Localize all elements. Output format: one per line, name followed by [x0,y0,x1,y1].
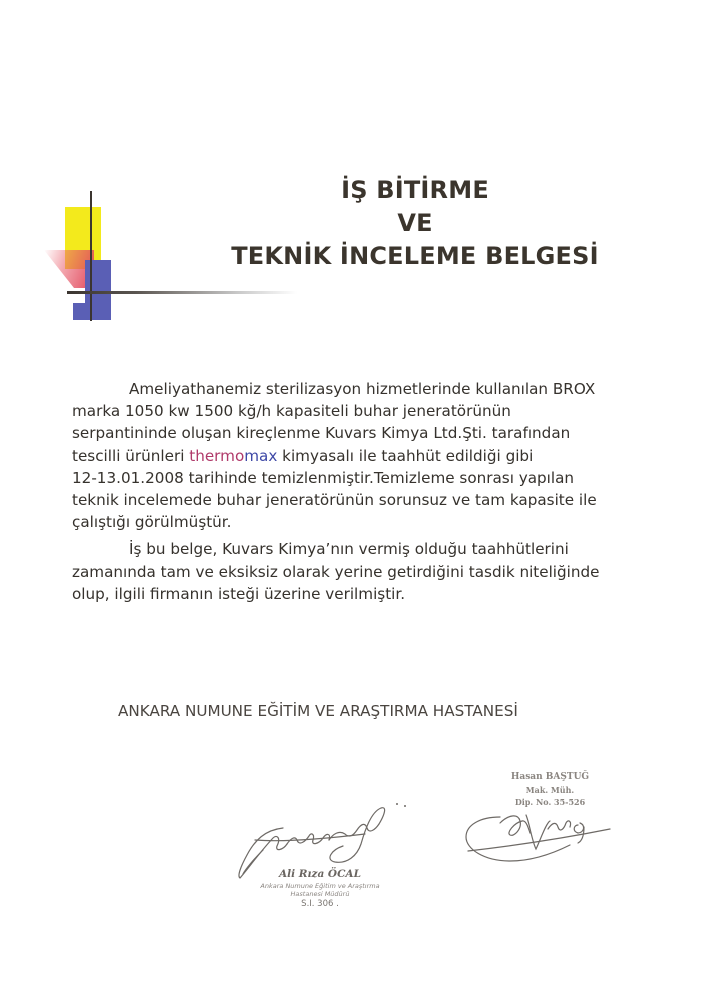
title-line-1: İŞ BİTİRME [341,176,489,204]
title-line-2: VE [397,209,433,237]
body-line-with-brand [72,445,692,467]
signer-role-line-1: Ankara Numune Eğitim ve Araştırma [260,882,380,890]
stamp-name: Hasan BAŞTUĞ [510,772,590,782]
document-title [150,174,680,273]
signer-name: Ali Rıza ÖCAL [279,868,361,880]
body-line-prefix: tescilli ürünleri [72,446,190,465]
stamp-diploma: Dip. No. 35-526 [514,797,586,807]
document-body [72,378,692,605]
signature-block-engineer [460,765,630,875]
body-line-suffix: kimyasalı ile taahhüt edildiği gibi [277,446,534,465]
brand-thermo: thermo [189,446,245,465]
logo-blue-block-foot [73,303,111,320]
body-line: olup, ilgili firmanın isteği üzerine verilmiştir. [72,584,406,603]
body-line: çalıştığı görülmüştür. [72,513,232,532]
issuer-name: ANKARA NUMUNE EĞİTİM VE ARAŞTIRMA HASTANESİ [118,702,518,720]
stamp-title: Mak. Müh. [525,785,575,795]
handwritten-signature-icon [460,765,630,875]
signature-block-director [225,800,415,920]
paragraph-2 [72,538,692,605]
body-line: 12-13.01.2008 tarihinde temizlenmiştir.Temizleme sonrası yapılan [72,468,575,487]
body-line: marka 1050 kw 1500 kğ/h kapasiteli buhar jeneratörünün [72,402,511,421]
body-line: teknik incelemede buhar jeneratörünün sorunsuz ve tam kapasite ile [72,491,597,510]
paragraph-1 [72,378,692,533]
body-line: Ameliyathanemiz sterilizasyon hizmetlerinde kullanılan BROX [129,380,596,398]
title-line-3: TEKNİK İNCELEME BELGESİ [231,242,599,270]
body-line: İş bu belge, Kuvars Kimya’nın vermiş olduğu taahhütlerini [129,540,569,559]
body-line: serpantininde oluşan kireçlenme Kuvars Kimya Ltd.Şti. tarafından [72,424,571,443]
brand-max: max [244,446,278,465]
signer-role-line-2: Hastanesi Müdürü [290,890,350,898]
logo-vertical-line [90,191,92,321]
logo-horizontal-line [67,291,297,294]
signer-registry: S.I. 306 . [301,899,339,909]
body-line: zamanında tam ve eksiksiz olarak yerine getirdiğini tasdik niteliğinde [72,562,600,581]
